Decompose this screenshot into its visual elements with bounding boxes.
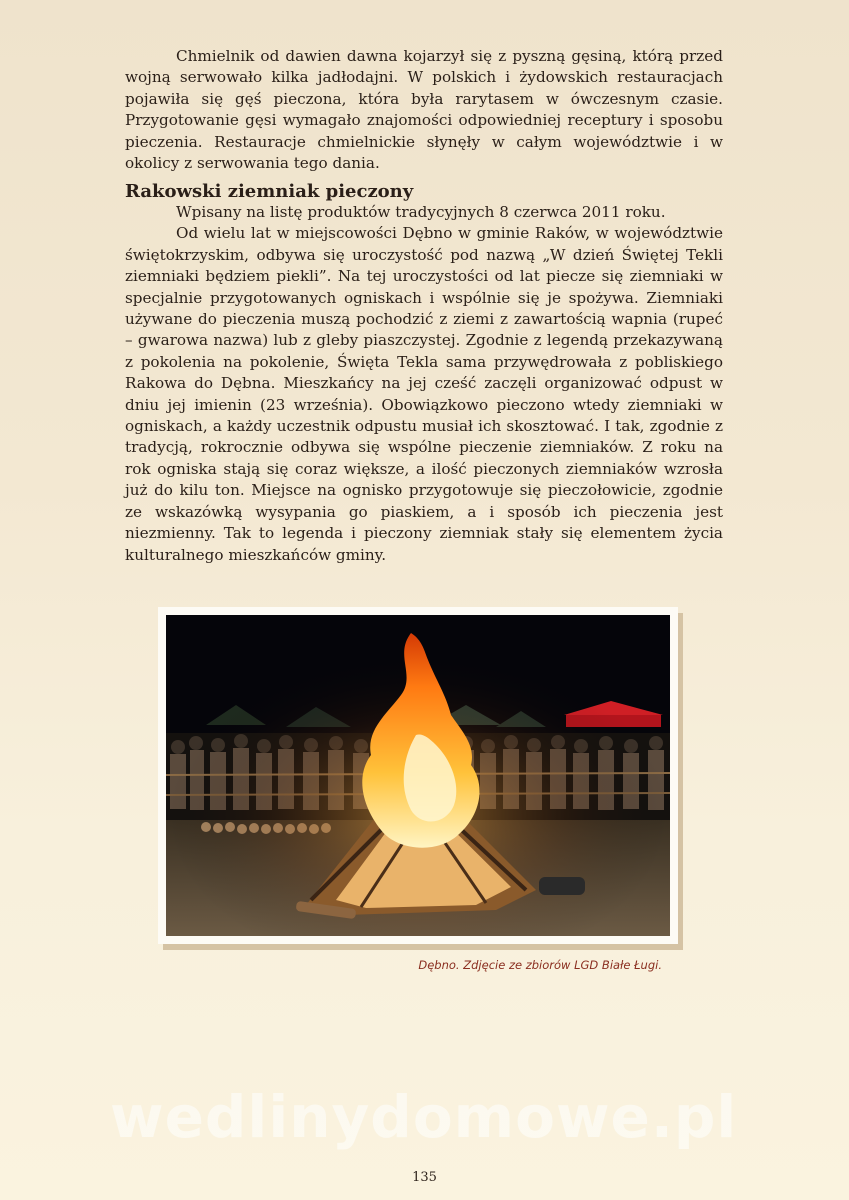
photo-caption: Dębno. Zdjęcie ze zbiorów LGD Białe Ługi.	[418, 958, 662, 972]
bonfire-photo	[166, 615, 670, 936]
section-body	[125, 202, 723, 566]
registration-paragraph: Wpisany na listę produktów tradycyjnych 8 czerwca 2011 roku.	[176, 203, 666, 221]
watermark: wedlinydomowe.pl	[110, 1083, 738, 1151]
intro-paragraph: Chmielnik od dawien dawna kojarzył się z pyszną gęsiną, którą przed wojną serwowało kilka jadłodajni. W polskich i żydowskich restauracjach pojawiła się gęś pieczona, która była rarytasem w ówczesnym czasie. Przygotowanie gęsi wymagało znajomości odpowiedniej receptury i sposobu pieczenia. Restauracje chmielnickie słynęły w całym województwie i w okolicy z serwowania tego dania.	[125, 47, 723, 173]
page-number: 135	[412, 1170, 437, 1185]
intro-section	[125, 46, 723, 174]
description-paragraph: Od wielu lat w miejscowości Dębno w gminie Raków, w województwie świętokrzyskim, odbywa się uroczystość pod nazwą „W dzień Świętej Tekli ziemniaki będziem piekli”. Na tej uroczystości od lat piecze się ziemniaki w specjalnie przygotowanych ogniskach i wspólnie się je spożywa. Ziemniaki używane do pieczenia muszą pochodzić z ziemi z zawartością wapnia (rupeć – gwarowa nazwa) lub z gleby piaszczystej. Zgodnie z legendą przekazywaną z pokolenia na pokolenie, Święta Tekla sama przywędrowała z pobliskiego Rakowa do Dębna. Mieszkańcy na jej cześć zaczęli organizować odpust w dniu jej imienin (23 września). Obowiązkowo pieczono wtedy ziemniaki w ogniskach, a każdy uczestnik odpustu musiał ich skosztować. I tak, zgodnie z tradycją, rokrocznie odbywa się wspólne pieczenie ziemniaków. Z roku na rok ogniska stają się coraz większe, a ilość pieczonych ziemniaków wzrosła już do kilu ton. Miejsce na ognisko przygotowuje się pieczołowicie, zgodnie ze wskazówką wysypania go piaskiem, a i sposób ich pieczenia jest niezmienny. Tak to legenda i pieczony ziemniak stały się elementem życia kulturalnego mieszkańców gminy.	[125, 224, 723, 564]
photo-frame	[158, 607, 678, 944]
section-heading: Rakowski ziemniak pieczony	[125, 181, 414, 202]
